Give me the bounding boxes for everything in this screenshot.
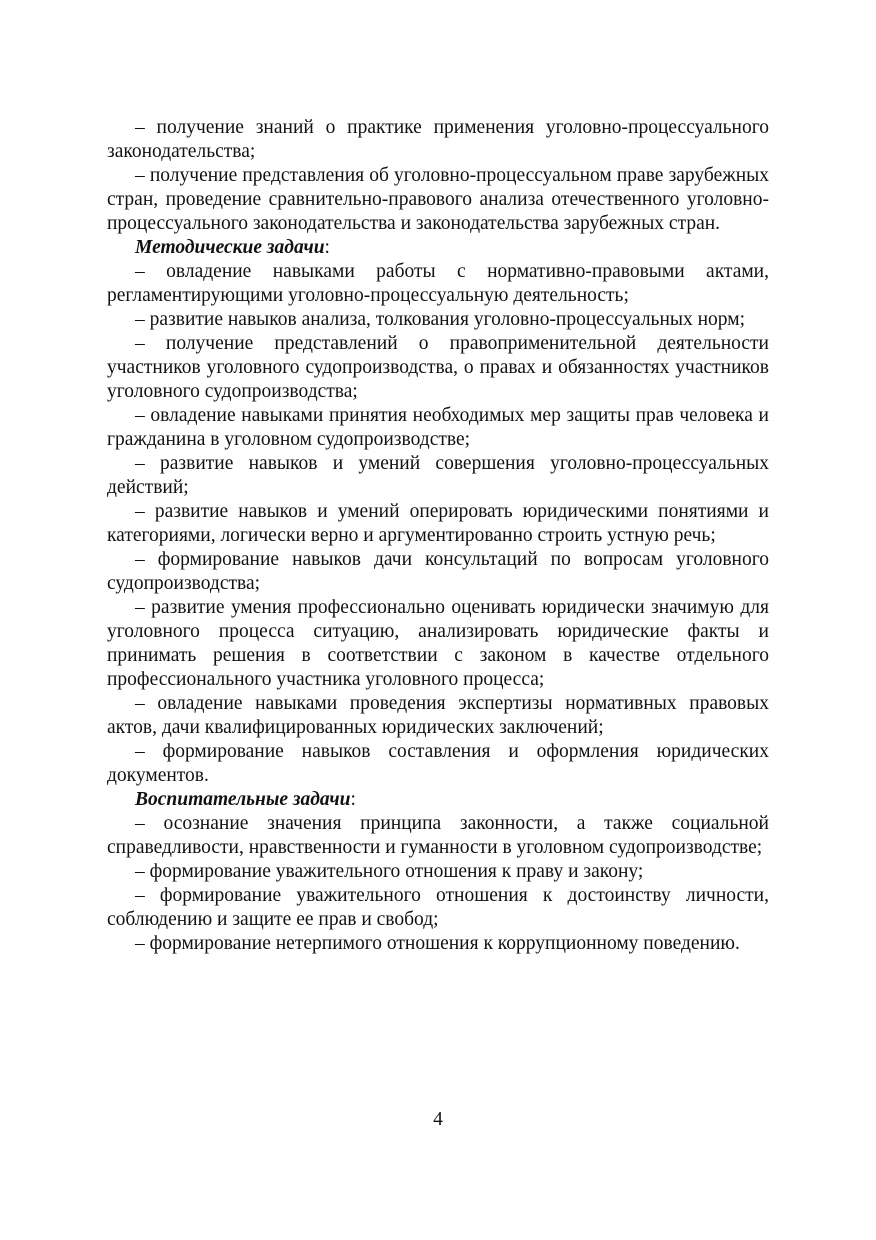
- list-item: – формирование уважительного отношения к праву и закону;: [135, 861, 644, 882]
- list-item: – развитие навыков и умений совершения уголовно-процессуальных действий;: [107, 453, 769, 498]
- section-heading-educational: [107, 788, 769, 812]
- list-item: – формирование уважительного отношения к достоинству личности, соблюдению и защите ее прав и свобод;: [107, 885, 769, 930]
- list-item: – осознание значения принципа законности, а также социальной справедливости, нравственности и гуманности в уголовном судопроизводстве;: [107, 813, 769, 858]
- list-item: – овладение навыками принятия необходимых мер защиты прав человека и гражданина в уголовном судопроизводстве;: [107, 405, 769, 450]
- list-item: – получение знаний о практике применения уголовно-процессуального законодательства;: [107, 117, 769, 162]
- list-item: – получение представлений о правоприменительной деятельности участников уголовного судопроизводства, о правах и обязанностях участников уголовного судопроизводства;: [107, 333, 769, 402]
- list-item: – развитие умения профессионально оценивать юридически значимую для уголовного процесса ситуацию, анализировать юридические факты и принимать решения в соответствии с законом в качестве отдельного профессионального участника уголовного процесса;: [107, 597, 769, 690]
- section-heading-text: Методические задачи: [135, 237, 325, 258]
- heading-colon: :: [324, 237, 330, 258]
- section-heading-methodical: [107, 236, 769, 260]
- list-item: – овладение навыками проведения экспертизы нормативных правовых актов, дачи квалифицированных юридических заключений;: [107, 693, 769, 738]
- section-heading-text: Воспитательные задачи: [135, 789, 351, 810]
- page-number: 4: [433, 1109, 443, 1130]
- list-item: – получение представления об уголовно-процессуальном праве зарубежных стран, проведение сравнительно-правового анализа отечественного уголовно-процессуального законодательства и законодательства зарубежных стран.: [107, 165, 769, 234]
- list-item: – формирование навыков составления и оформления юридических документов.: [107, 741, 769, 786]
- list-item: – формирование навыков дачи консультаций по вопросам уголовного судопроизводства;: [107, 549, 769, 594]
- list-item: – развитие навыков и умений оперировать юридическими понятиями и категориями, логически верно и аргументированно строить устную речь;: [107, 501, 769, 546]
- list-item: – формирование нетерпимого отношения к коррупционному поведению.: [135, 933, 740, 954]
- list-item: – развитие навыков анализа, толкования уголовно-процессуальных норм;: [135, 309, 746, 330]
- document-body: [107, 116, 769, 956]
- list-item: – овладение навыками работы с нормативно-правовыми актами, регламентирующими уголовно-процессуальную деятельность;: [107, 261, 769, 306]
- heading-colon: :: [350, 789, 356, 810]
